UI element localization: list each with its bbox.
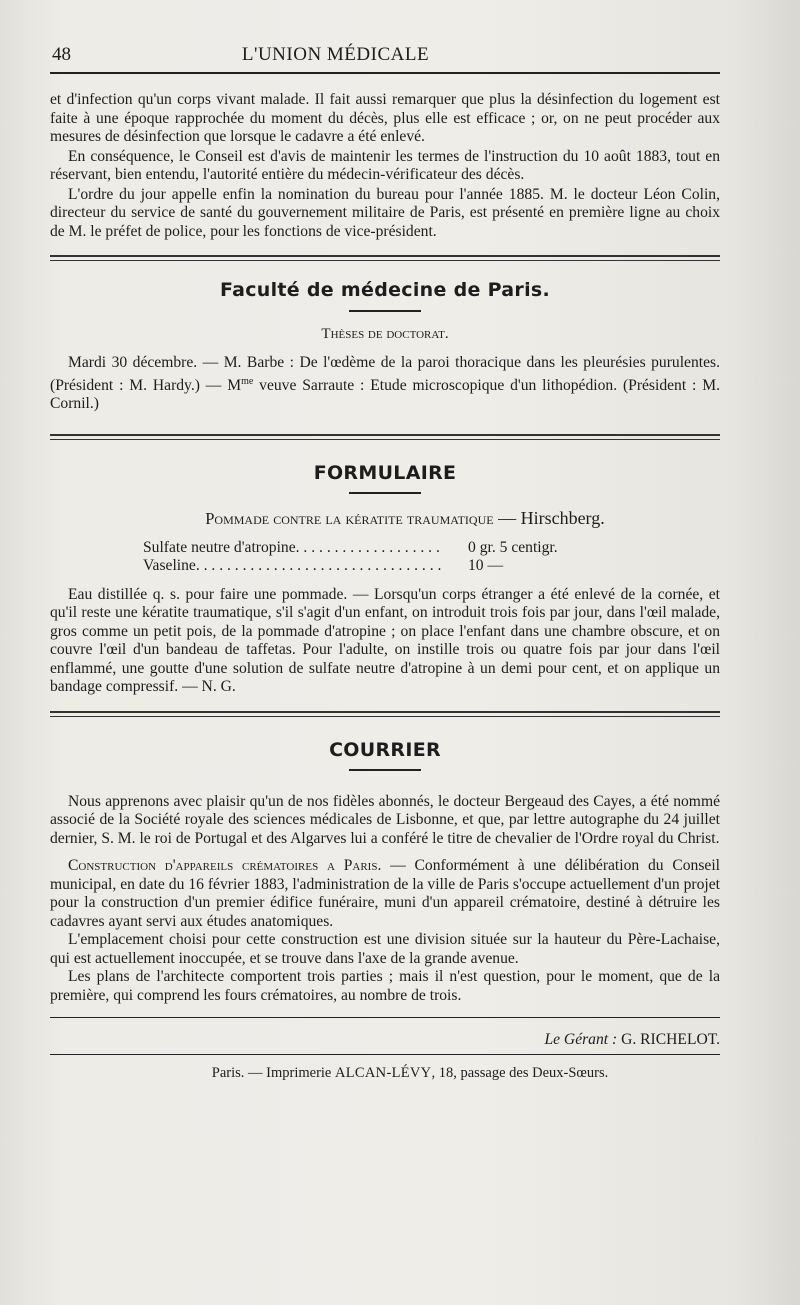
ingredient-line: [50, 557, 720, 576]
theses-paragraph: [50, 354, 720, 414]
paragraph-infection: et d'infection qu'un corps vivant malade. Il fait aussi remarquer que plus la désinfection du logement est faite à une époque rapprochée du moment du décès, plus elle est efficace ; or, on ne peut procéder aux mesures de désinfection que lorsque le cadavre a été enlevé.: [50, 91, 720, 145]
courrier-paragraph-bergeaud: Nous apprenons avec plaisir qu'un de nos fidèles abonnés, le docteur Bergeaud des Cayes, a été nommé associé de la Société royale des sciences médicales de Lisbonne, et que, par lettre autographe du 24 juillet dernier, S. M. le roi de Portugal et des Algarves lui a conféré le titre de chevalier de l'Ordre royal du Christ.: [50, 792, 720, 847]
page-number: 48: [52, 44, 71, 65]
paragraph-consequence: En conséquence, le Conseil est d'avis de maintenir les termes de l'instruction du 10 août 1883, tout en réservant, bien entendu, l'autorité entière du médecin-vérificateur des décès.: [50, 147, 720, 183]
page-header: [50, 44, 720, 70]
crematoires-heading: Construction d'appareils crématoires a Paris.: [68, 857, 382, 875]
recipe-author: — Hirschberg.: [493, 507, 605, 528]
courrier-title: COURRIER: [329, 738, 441, 761]
crematoires-text: — Conformément à une délibération du Conseil municipal, en date du 16 février 1883, l'administration de la ville de Paris s'occupe actuellement d'un projet pour la construction d'un premier édifice funéraire, muni d'un appareil crématoire, destiné à détruire les cadavres ayant servi aux études anatomiques.: [50, 857, 720, 930]
mme-superscript: me: [241, 375, 254, 387]
gerant-signature: [50, 1031, 720, 1049]
courrier-paragraph-crematoires: [50, 857, 720, 931]
faculte-title: Faculté de médecine de Paris.: [219, 279, 551, 301]
ingredient-line: [50, 539, 720, 558]
imprint-line: [50, 1065, 720, 1082]
theses-subtitle: Thèses de doctorat.: [321, 326, 449, 342]
imprint-printer: ALCAN-LÉVY: [335, 1065, 432, 1082]
recipe-heading: [50, 508, 720, 529]
gerant-label: Le Gérant :: [544, 1031, 618, 1049]
journal-title: L'UNION MÉDICALE: [241, 44, 430, 65]
paragraph-nomination: L'ordre du jour appelle enfin la nomination du bureau pour l'année 1885. M. le docteur Léon Colin, directeur du service de santé du gouvernement militaire de Paris, est présenté en première ligne au choix de M. le préfet de police, pour les fonctions de vice-président.: [50, 185, 720, 240]
imprint-city: Paris. — Imprimerie: [211, 1065, 335, 1082]
imprint-address: , 18, passage des Deux-Sœurs.: [431, 1065, 609, 1082]
ingredient-name: Sulfate neutre d'atropine. . . . . . . . . . . . . . . . . . .: [143, 538, 440, 556]
theses-text-1: Mardi 30 décembre. — M. Barbe : De l'œdème de la paroi thoracique dans les pleurésies purulentes. (Président : M. Hardy.) — M: [50, 354, 720, 394]
courrier-paragraph-plans: Les plans de l'architecte comportent trois parties ; mais il n'est question, pour le moment, que de la première, qui comprend les fours crématoires, au nombre de trois.: [50, 968, 720, 1004]
courrier-paragraph-emplacement: L'emplacement choisi pour cette construction est une division située sur la hauteur du Père-Lachaise, qui est actuellement inoccupée, et se trouve dans l'axe de la grande avenue.: [50, 931, 720, 967]
ingredient-quantity: 10 —: [468, 557, 504, 575]
theses-text-2: veuve Sarraute : Etude microscopique d'un lithopédion. (Président : M. Cornil.): [50, 376, 720, 413]
formulaire-title: FORMULAIRE: [313, 461, 457, 484]
recipe-title: Pommade contre la kératite traumatique: [205, 508, 494, 528]
formulaire-paragraph: Eau distillée q. s. pour faire une pommade. — Lorsqu'un corps étranger a été enlevé de la cornée, et qu'il reste une kératite traumatique, s'il s'agit d'un enfant, on introduit trois fois par jour, dans l'œil malade, gros comme un petit pois, de la pommade d'atropine ; on place l'enfant dans une chambre obscure, et on couvre l'œil d'un bandeau de taffetas. Pour l'adulte, on instille trois ou quatre fois par jour dans l'œil enflammé, une goutte d'une solution de sulfate neutre d'atropine à un demi pour cent, et on applique un bandage compressif. — N. G.: [50, 585, 720, 696]
ingredient-name: Vaseline. . . . . . . . . . . . . . . . . . . . . . . . . . . . . . . .: [143, 557, 442, 575]
ingredient-quantity: 0 gr. 5 centigr.: [468, 538, 558, 556]
gerant-name: G. RICHELOT.: [617, 1031, 720, 1049]
